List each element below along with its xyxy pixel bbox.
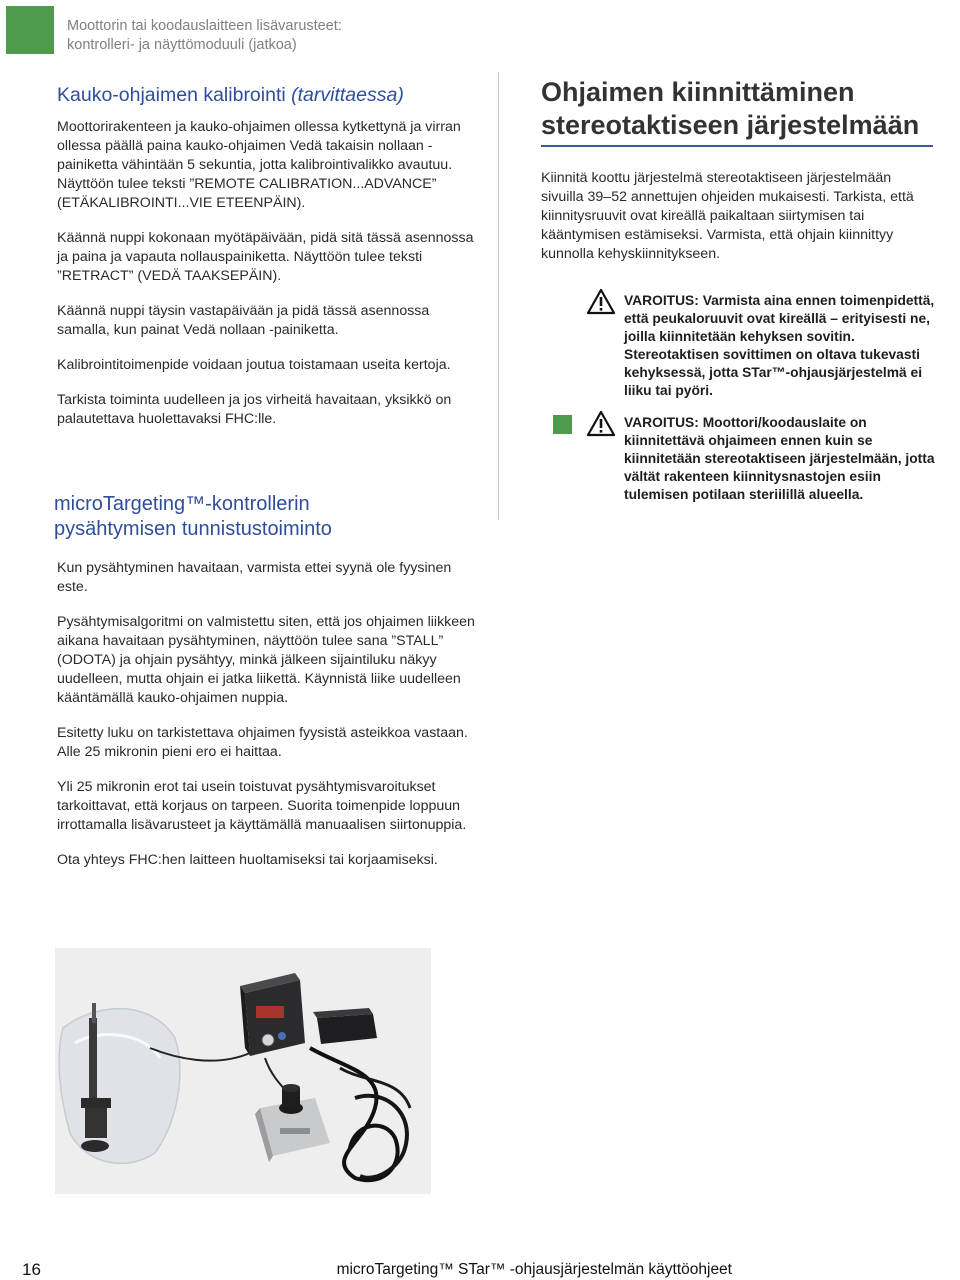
warning-triangle-icon [586, 288, 616, 315]
mounting-heading-line-2: stereotaktiseen järjestelmään [541, 110, 920, 140]
calibration-heading [57, 83, 477, 107]
stall-paragraph: Kun pysähtyminen havaitaan, varmista ettei syynä ole fyysinen este. [57, 560, 452, 595]
warning-triangle-icon [586, 410, 616, 437]
stall-detection-section [57, 559, 477, 886]
warning-text: VAROITUS: Varmista aina ennen toimenpidettä, että peukaloruuvit ovat kireällä – erityisesti ne, joilla kiinnitetään kehyksen sovitin. Stereotaktisen sovittimen on oltava tukevasti kehyksessä, jotta STar™-ohjausjärjestelmä ei liiku tai pyöri. [624, 293, 935, 398]
page-number: 16 [22, 1260, 41, 1279]
calibration-section [57, 83, 477, 445]
calibration-paragraph: Moottorirakenteen ja kauko-ohjaimen ollessa kytkettynä ja virran ollessa päällä paina kauko-ohjaimen Vedä takaisin nollaan -painiketta vähintään 5 sekuntia, jotta kalibrointivalikko avautuu. Näyttöön tulee teksti ”REMOTE CALIBRATION...ADVANCE” (ETÄKALIBROINTI...VIE ETEENPÄIN). [57, 119, 461, 211]
stall-paragraph: Pysähtymisalgoritmi on valmistettu siten, että jos ohjaimen liikkeen aikana havaitaan pysähtyminen, näyttöön tulee sana ”STALL” (ODOTA) ja ohjain pysähtyy, minkä jälkeen sijaintiluku näkyy uudelleen, mutta ohjain ei jatka liikettä. Käynnistä liike uudelleen kääntämällä kauko-ohjaimen nuppia. [57, 614, 475, 706]
warnings-list [586, 292, 946, 518]
calibration-paragraph: Käännä nuppi kokonaan myötäpäivään, pidä sitä tässä asennossa ja paina ja vapauta nollauspainiketta. Näyttöön tulee teksti ”RETRACT” (VEDÄ TAAKSEPÄIN). [57, 230, 474, 284]
stall-heading-line-1: microTargeting™-kontrollerin [54, 493, 310, 515]
mounting-heading [541, 76, 936, 142]
warning-tab-marker [553, 415, 572, 434]
controller-kit-photo [55, 948, 431, 1194]
corner-tab-marker [6, 6, 54, 54]
warning-text: VAROITUS: Moottori/koodauslaite on kiinnitettävä ohjaimeen ennen kuin se kiinnitetään stereotaktiseen järjestelmään, jotta vältät rakenteen kiinnitysnastojen esiin tulemisen potilaan steriilillä alueella. [624, 415, 935, 502]
stall-heading-line-2: pysähtymisen tunnistustoiminto [54, 518, 332, 540]
calibration-heading-main: Kauko-ohjaimen kalibrointi [57, 84, 292, 106]
mounting-heading-line-1: Ohjaimen kiinnittäminen [541, 77, 855, 107]
running-header [67, 17, 342, 55]
stall-detection-heading [54, 492, 494, 542]
heading-underline [541, 145, 933, 147]
calibration-heading-italic: (tarvittaessa) [291, 84, 404, 106]
calibration-paragraph: Käännä nuppi täysin vastapäivään ja pidä tässä asennossa samalla, kun painat Vedä nollaan -painiketta. [57, 303, 430, 338]
mounting-paragraph: Kiinnitä koottu järjestelmä stereotaktiseen järjestelmään sivuilla 39–52 annettujen ohjeiden mukaisesti. Tarkista, että kiinnitysruuvit ovat kireällä paikaltaan siirtymisen tai kääntymisen estämiseksi. Varmista, että ohjain kiinnittyy kunnolla kehyskiinnitykseen. [541, 170, 914, 262]
footer-document-title: microTargeting™ STar™ -ohjausjärjestelmän käyttöohjeet [336, 1261, 732, 1278]
mounting-section [541, 76, 936, 264]
column-divider [498, 72, 499, 520]
stall-paragraph: Esitetty luku on tarkistettava ohjaimen fyysistä asteikkoa vastaan. Alle 25 mikronin pieni ero ei haittaa. [57, 725, 468, 760]
calibration-paragraph: Tarkista toiminta uudelleen ja jos virheitä havaitaan, yksikkö on palautettava huolettavaksi FHC:lle. [57, 392, 452, 427]
calibration-paragraph: Kalibrointitoimenpide voidaan joutua toistamaan useita kertoja. [57, 357, 451, 373]
stall-paragraph: Ota yhteys FHC:hen laitteen huoltamiseksi tai korjaamiseksi. [57, 852, 438, 868]
warning-block [586, 292, 946, 400]
warning-block [586, 414, 946, 504]
controller-kit-illustration [55, 948, 431, 1194]
stall-paragraph: Yli 25 mikronin erot tai usein toistuvat pysähtymisvaroitukset tarkoittavat, että korjaus on tarpeen. Suorita toimenpide loppuun irrottamalla lisävarusteet ja käyttämällä manuaalisen siirtonuppia. [57, 779, 467, 833]
header-line-2: kontrolleri- ja näyttömoduuli (jatkoa) [67, 37, 297, 53]
header-line-1: Moottorin tai koodauslaitteen lisävarusteet: [67, 18, 342, 34]
